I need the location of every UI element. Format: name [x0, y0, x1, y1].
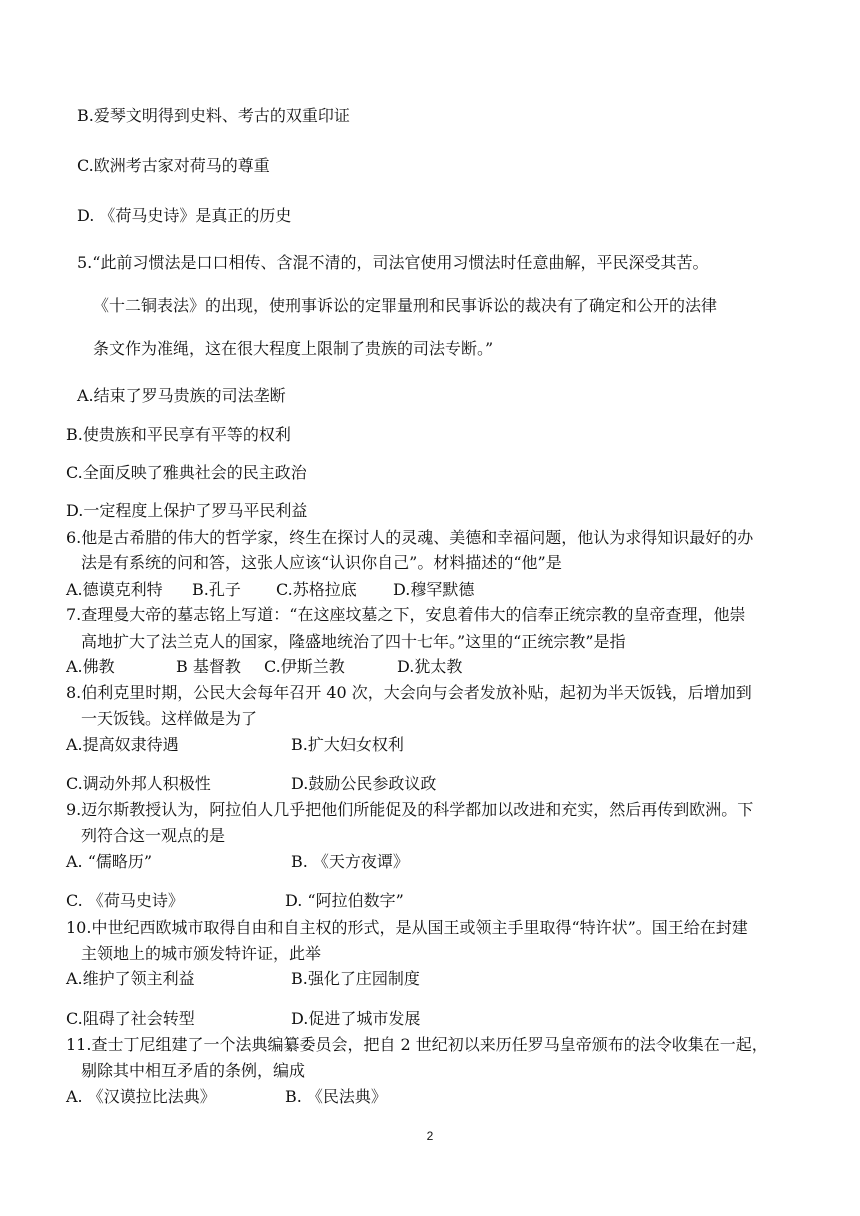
page-number: 2: [426, 1129, 434, 1143]
q7-stem-line-1: 7.查理曼大帝的墓志铭上写道：“在这座坟墓之下，安息着伟大的信奉正统宗教的皇帝查理，他崇: [66, 605, 746, 624]
q6-option-c: C.苏格拉底: [276, 580, 357, 599]
q8-option-b: B.扩大妇女权利: [291, 735, 404, 754]
q8-option-d: D.鼓励公民参政议政: [291, 774, 437, 793]
q11-stem-line-1: 11.查士丁尼组建了一个法典编纂委员会，把自 2 世纪初以来历任罗马皇帝颁布的法令收集在一起，: [66, 1035, 768, 1054]
q7-option-c: C.伊斯兰教: [264, 657, 345, 676]
q6-option-d: D.穆罕默德: [393, 580, 475, 599]
q4-option-d: D. 《荷马史诗》是真正的历史: [77, 206, 292, 225]
q10-stem-line-1: 10.中世纪西欧城市取得自由和自主权的形式，是从国王或领主手里取得“特许状”。国王给在封建: [66, 918, 748, 937]
q5-stem-line-3: 条文作为准绳，这在很大程度上限制了贵族的司法专断。”: [93, 339, 494, 358]
q9-option-b: B. 《天方夜谭》: [291, 852, 409, 871]
q7-option-b: B 基督教: [176, 657, 241, 676]
q9-stem-line-2: 列符合这一观点的是: [81, 826, 226, 845]
q7-option-a: A.佛教: [66, 657, 115, 676]
q6-option-b: B.孔子: [192, 580, 241, 599]
q5-option-d: D.一定程度上保护了罗马平民利益: [66, 501, 308, 520]
q11-stem-line-2: 剔除其中相互矛盾的条例，编成: [81, 1061, 306, 1080]
q9-option-a: A. “儒略历”: [66, 852, 153, 871]
q5-option-a: A.结束了罗马贵族的司法垄断: [77, 386, 286, 405]
q10-option-b: B.强化了庄园制度: [291, 969, 420, 988]
q10-option-d: D.促进了城市发展: [291, 1009, 421, 1028]
q9-option-c: C. 《荷马史诗》: [66, 891, 184, 910]
q4-option-c: C.欧洲考古家对荷马的尊重: [77, 156, 270, 175]
q4-option-b: B.爱琴文明得到史料、考古的双重印证: [77, 106, 350, 125]
q5-stem-line-2: 《十二铜表法》的出现，使刑事诉讼的定罪量刑和民事诉讼的裁决有了确定和公开的法律: [93, 296, 718, 315]
q9-option-d: D. “阿拉伯数字”: [285, 891, 404, 910]
q8-option-a: A.提高奴隶待遇: [66, 735, 179, 754]
q8-option-c: C.调动外邦人积极性: [66, 774, 211, 793]
q6-stem-line-2: 法是有系统的问和答，这张人应该“认识你自己”。材料描述的“他”是: [81, 553, 562, 572]
q7-stem-line-2: 高地扩大了法兰克人的国家，隆盛地统治了四十七年。”这里的“正统宗教”是指: [81, 632, 626, 651]
q10-option-a: A.维护了领主利益: [66, 969, 195, 988]
q6-option-a: A.德谟克利特: [66, 580, 163, 599]
q8-stem-line-1: 8.伯利克里时期，公民大会每年召开 40 次，大会向与会者发放补贴，起初为半天饭钱，后增加到: [66, 683, 752, 702]
q5-option-b: B.使贵族和平民享有平等的权利: [66, 425, 291, 444]
q7-option-d: D.犹太教: [397, 657, 463, 676]
q11-option-b: B. 《民法典》: [285, 1087, 387, 1106]
q9-stem-line-1: 9.迈尔斯教授认为，阿拉伯人几乎把他们所能促及的科学都加以改进和充实，然后再传到欧洲。下: [66, 800, 754, 819]
q5-stem-line-1: 5.“此前习惯法是口口相传、含混不清的，司法官使用习惯法时任意曲解，平民深受其苦。: [77, 253, 709, 272]
q6-stem-line-1: 6.他是古希腊的伟大的哲学家，终生在探讨人的灵魂、美德和幸福问题，他认为求得知识最好的办: [66, 528, 754, 547]
q11-option-a: A. 《汉谟拉比法典》: [66, 1087, 216, 1106]
q10-stem-line-2: 主领地上的城市颁发特许证，此举: [81, 944, 322, 963]
q8-stem-line-2: 一天饭钱。这样做是为了: [81, 709, 258, 728]
q5-option-c: C.全面反映了雅典社会的民主政治: [66, 463, 307, 482]
q10-option-c: C.阻碍了社会转型: [66, 1009, 195, 1028]
